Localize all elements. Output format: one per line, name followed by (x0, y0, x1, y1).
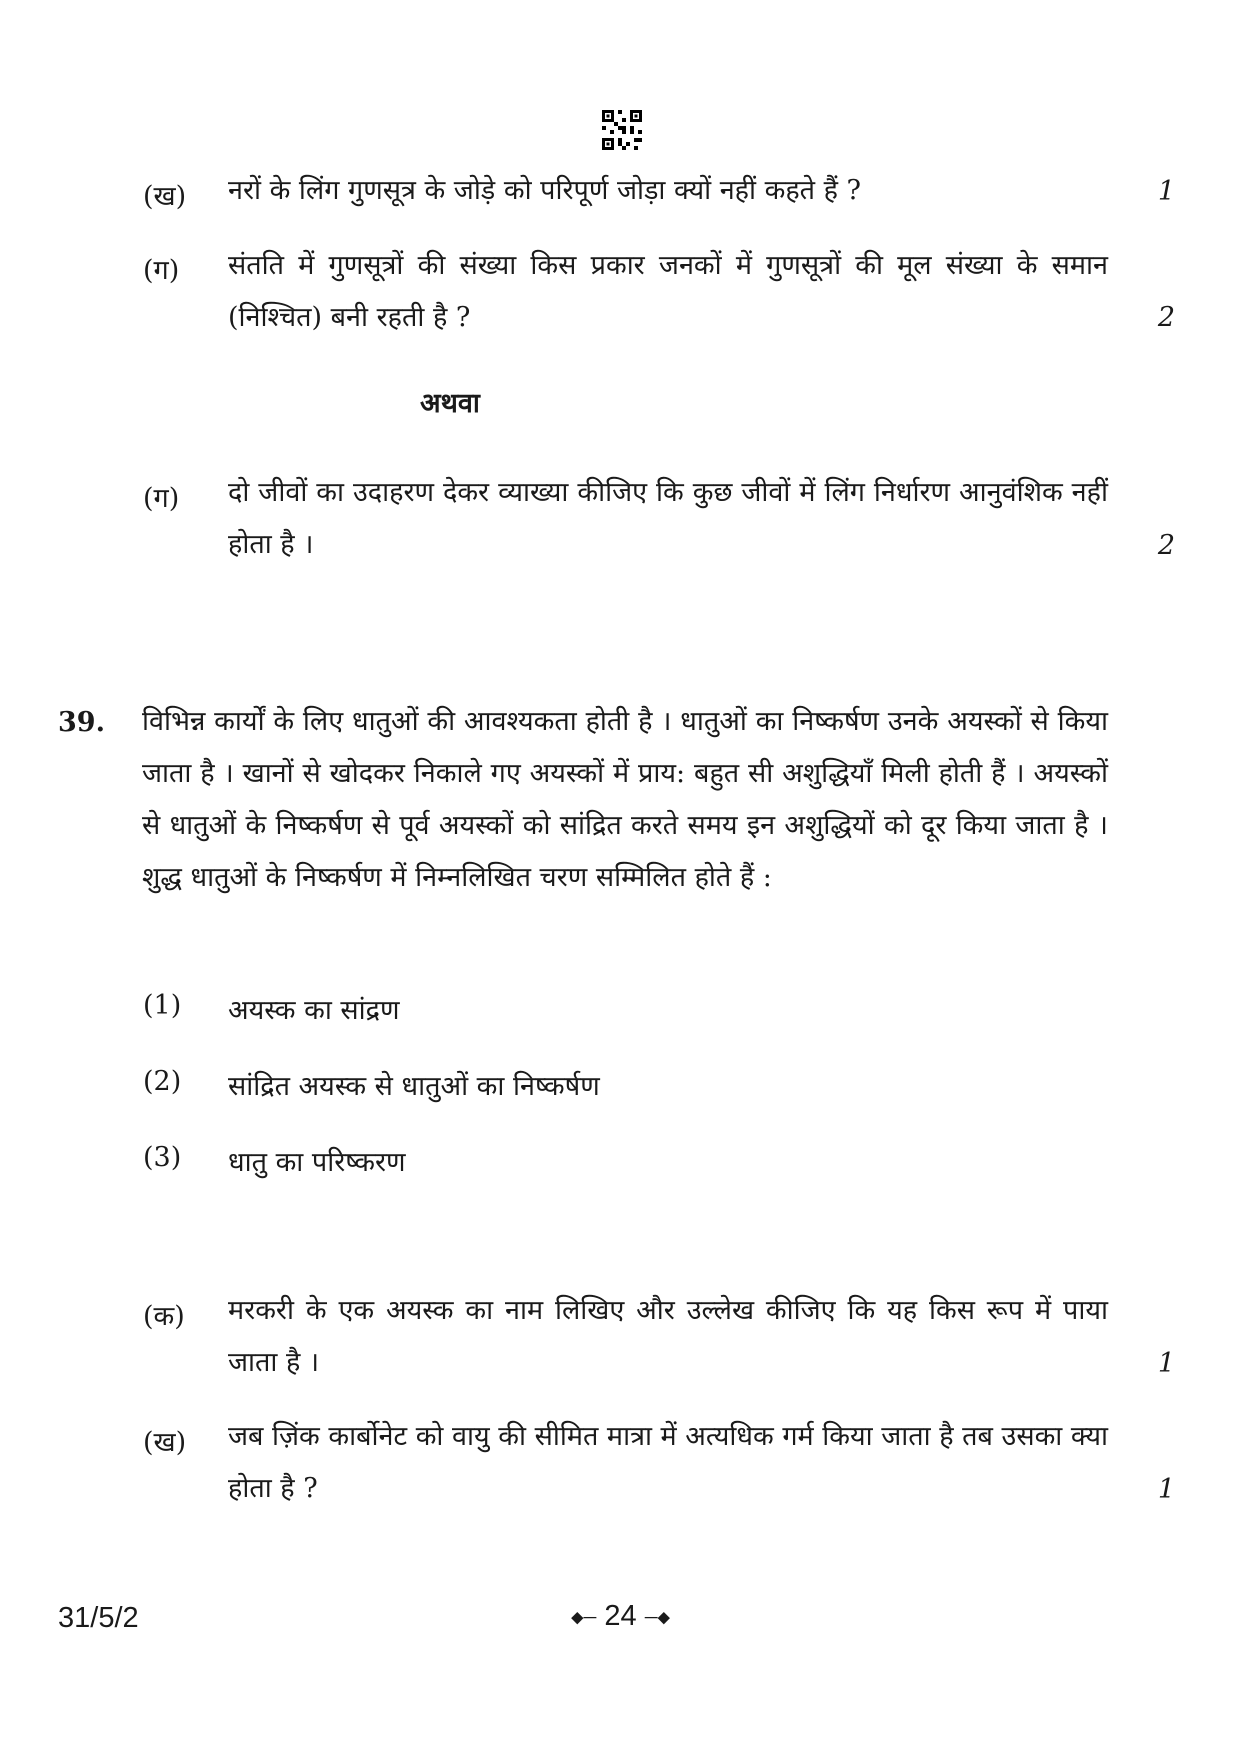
qr-code-icon (602, 110, 642, 150)
marks: 1 (1157, 1474, 1175, 1505)
or-label: अथवा (420, 388, 480, 419)
part-label: (ख) (143, 181, 187, 212)
ornament-right-icon: ─⬥ (644, 1606, 671, 1627)
part-text: दो जीवों का उदाहरण देकर व्याख्या कीजिए कि कुछ जीवों में लिंग निर्धारण आनुवंशिक नहीं होता है । (228, 477, 1108, 560)
part-text: नरों के लिंग गुणसूत्र के जोड़े को परिपूर्ण जोड़ा क्यों नहीं कहते हैं ? (228, 175, 862, 206)
page-number: 24 (604, 1600, 637, 1632)
marks: 2 (1157, 302, 1175, 333)
ornament-left-icon: ⬥─ (570, 1606, 597, 1627)
part-text: जब ज़िंक कार्बोनेट को वायु की सीमित मात्रा में अत्यधिक गर्म किया जाता है तब उसका क्या होता है ? (228, 1421, 1108, 1504)
step-label: (1) (143, 990, 182, 1021)
step-text: धातु का परिष्करण (228, 1147, 406, 1178)
marks: 2 (1157, 530, 1175, 561)
part-label: (ख) (143, 1427, 187, 1458)
step-text: अयस्क का सांद्रण (228, 995, 400, 1026)
marks: 1 (1157, 176, 1175, 207)
question-passage: विभिन्न कार्यों के लिए धातुओं की आवश्यकता होती है । धातुओं का निष्कर्षण उनके अयस्कों से किया जाता है । खानों से खोदकर निकाले गए अयस्कों में प्राय: बहुत सी अशुद्धियाँ मिली होती हैं । अयस्कों से धातुओं के निष्कर्षण से पूर्व अयस्कों को सांद्रित करते समय इन अशुद्धियों को दूर किया जाता है । शुद्ध धातुओं के निष्कर्षण में निम्नलिखित चरण सम्मिलित होते हैं : (142, 706, 1108, 893)
part-text: मरकरी के एक अयस्क का नाम लिखिए और उल्लेख कीजिए कि यह किस रूप में पाया जाता है । (228, 1295, 1108, 1378)
page-number-wrapper (0, 1600, 1241, 1633)
paper-code: 31/5/2 (58, 1602, 139, 1634)
part-label: (ग) (143, 255, 180, 286)
part-text: संतति में गुणसूत्रों की संख्या किस प्रकार जनकों में गुणसूत्रों की मूल संख्या के समान (निश्चित) बनी रहती है ? (228, 250, 1108, 333)
step-label: (3) (143, 1142, 182, 1173)
part-label: (ग) (143, 483, 180, 514)
question-number: 39. (58, 707, 105, 738)
part-label: (क) (143, 1301, 185, 1332)
marks: 1 (1157, 1348, 1175, 1379)
step-label: (2) (143, 1066, 182, 1097)
step-text: सांद्रित अयस्क से धातुओं का निष्कर्षण (228, 1071, 600, 1102)
